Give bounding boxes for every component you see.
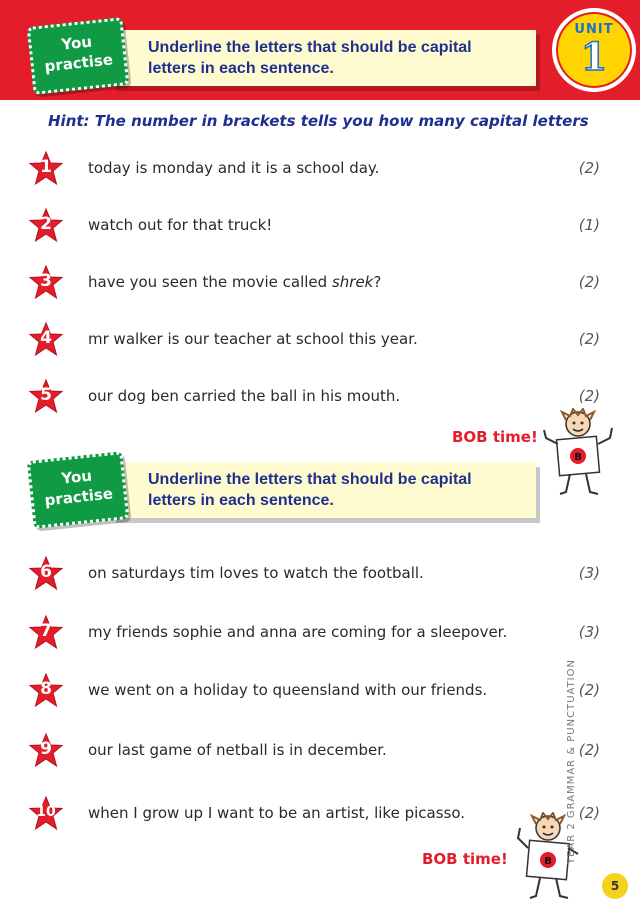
side-label-text: YEAR 2 GRAMMAR & PUNCTUATION xyxy=(566,659,577,864)
side-label xyxy=(566,659,588,864)
star-badge xyxy=(28,733,64,769)
question-text: on saturdays tim loves to watch the football. xyxy=(88,564,424,582)
question-item xyxy=(28,322,600,358)
question-item xyxy=(28,151,600,187)
capital-count: (2) xyxy=(578,681,600,699)
star-badge xyxy=(28,673,64,709)
question-text: my friends sophie and anna are coming for a sleepover. xyxy=(88,623,508,641)
unit-word: UNIT xyxy=(574,22,614,37)
svg-text:B: B xyxy=(574,452,582,463)
instruction-line: letters in each sentence. xyxy=(148,492,334,509)
question-number: 2 xyxy=(40,214,52,234)
question-text: our last game of netball is in december. xyxy=(88,741,387,759)
capital-count: (3) xyxy=(578,564,600,582)
question-text-part: ? xyxy=(373,273,382,291)
question-text-part: have you seen the movie called xyxy=(88,273,332,291)
question-number: 6 xyxy=(40,562,52,582)
instruction-line: Underline the letters that should be capital xyxy=(148,471,472,488)
question-number: 10 xyxy=(36,804,56,820)
instruction-banner-2 xyxy=(112,462,536,518)
question-number: 4 xyxy=(40,328,52,348)
star-badge xyxy=(28,322,64,358)
question-text xyxy=(88,273,381,291)
question-number: 8 xyxy=(40,679,52,699)
question-item xyxy=(28,379,600,415)
question-text: today is monday and it is a school day. xyxy=(88,159,380,177)
capital-count: (2) xyxy=(578,741,600,759)
stamp-line: practise xyxy=(43,484,114,510)
question-number: 3 xyxy=(40,271,52,291)
capital-count: (2) xyxy=(578,273,600,291)
instruction-line: Underline the letters that should be capital xyxy=(148,39,472,56)
question-number: 5 xyxy=(40,385,52,405)
capital-count: (2) xyxy=(578,159,600,177)
question-text-title: shrek xyxy=(331,273,374,291)
bob-time-label: BOB time! xyxy=(452,428,538,446)
star-badge xyxy=(28,556,64,592)
capital-count: (3) xyxy=(578,623,600,641)
page-number: 5 xyxy=(602,873,628,899)
unit-badge xyxy=(552,8,636,92)
question-text: we went on a holiday to queensland with our friends. xyxy=(88,681,488,699)
question-number: 1 xyxy=(40,157,52,177)
you-practise-stamp-1 xyxy=(27,17,130,95)
question-text: watch out for that truck! xyxy=(88,216,273,234)
question-item xyxy=(28,615,600,651)
svg-text:B: B xyxy=(544,856,552,867)
stamp-line: practise xyxy=(43,50,114,76)
question-item xyxy=(28,208,600,244)
question-item xyxy=(28,733,600,769)
stamp-line: You xyxy=(60,32,93,54)
question-text: mr walker is our teacher at school this year. xyxy=(88,330,418,348)
stamp-line: You xyxy=(60,466,93,488)
capital-count: (2) xyxy=(578,804,600,822)
instruction-line: letters in each sentence. xyxy=(148,60,334,77)
star-badge xyxy=(28,379,64,415)
unit-number: 1 xyxy=(580,34,608,79)
capital-count: (2) xyxy=(578,330,600,348)
question-number: 9 xyxy=(40,739,52,759)
question-item xyxy=(28,673,600,709)
capital-count: (2) xyxy=(578,387,600,405)
instruction-banner-1 xyxy=(112,30,536,86)
star-badge xyxy=(28,265,64,301)
bob-time-label-2: BOB time! xyxy=(422,850,508,868)
capital-count: (1) xyxy=(578,216,600,234)
question-item xyxy=(28,265,600,301)
instruction-text-2 xyxy=(148,469,472,511)
question-item xyxy=(28,556,600,592)
question-number: 7 xyxy=(40,621,52,641)
instruction-text-1 xyxy=(148,37,472,79)
star-badge xyxy=(28,796,64,832)
star-badge xyxy=(28,615,64,651)
star-badge xyxy=(28,151,64,187)
you-practise-stamp-2 xyxy=(27,451,130,529)
bob-cartoon-icon xyxy=(540,408,616,498)
question-text: our dog ben carried the ball in his mouth. xyxy=(88,387,401,405)
hint-text: Hint: The number in brackets tells you how many capital letters xyxy=(48,112,589,130)
question-text: when I grow up I want to be an artist, like picasso. xyxy=(88,804,466,822)
star-badge xyxy=(28,208,64,244)
